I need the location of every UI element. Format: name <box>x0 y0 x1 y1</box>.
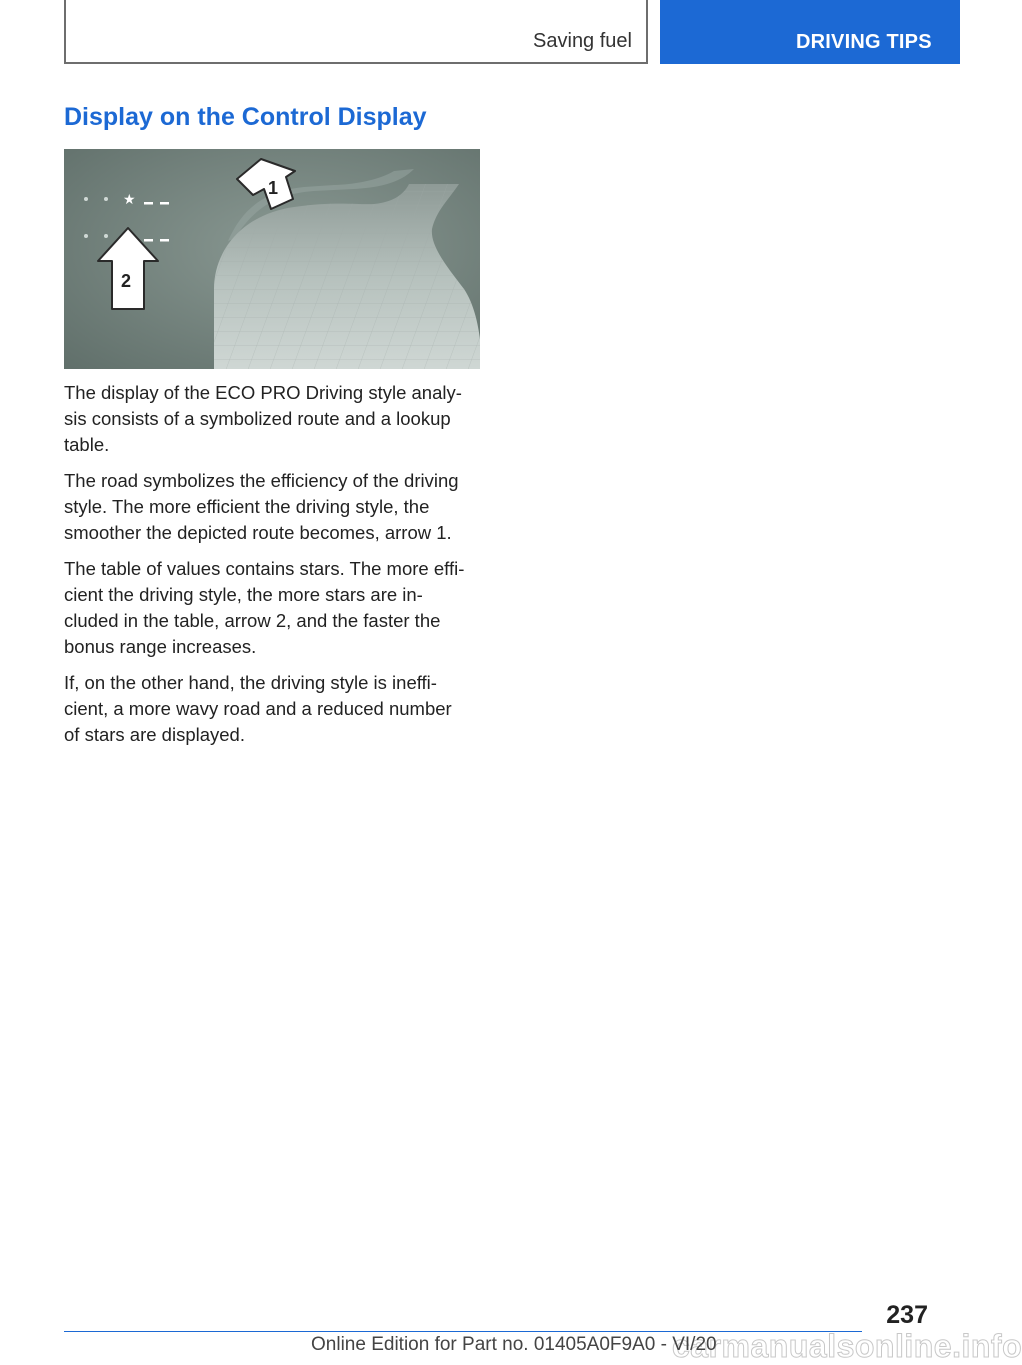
header-chapter-tab[interactable] <box>660 0 960 64</box>
paragraph-1: The display of the ECO PRO Driving style analy- sis consists of a symbolized route and a lookup table. <box>64 382 462 455</box>
header-section-title: Saving fuel <box>533 30 632 52</box>
body-text <box>64 380 484 758</box>
header-chapter-label: DRIVING TIPS <box>796 31 932 53</box>
page-number: 237 <box>886 1301 928 1329</box>
footer-edition-text: Online Edition for Part no. 01405A0F9A0 - VI/20 <box>311 1334 717 1355</box>
paragraph-4: If, on the other hand, the driving style is ineffi- cient, a more wavy road and a reduced number of stars are displayed. <box>64 672 452 745</box>
callout-label-2: 2 <box>121 271 132 291</box>
eco-pro-display-illustration <box>64 149 480 369</box>
star-icon: ★ <box>123 192 136 208</box>
header-section-box <box>64 0 648 64</box>
callout-label-1: 1 <box>268 178 279 198</box>
watermark: carmanualsonline.info <box>672 1328 1022 1364</box>
paragraph-3: The table of values contains stars. The more effi- cient the driving style, the more stars are in- cluded in the table, arrow 2, and the faster the bonus range increases. <box>64 558 465 657</box>
section-title: Display on the Control Display <box>64 103 427 131</box>
eco-pro-display-figure <box>64 149 480 369</box>
paragraph-2: The road symbolizes the efficiency of the driving style. The more efficient the driving style, the smoother the depicted route becomes, arrow 1. <box>64 470 459 543</box>
